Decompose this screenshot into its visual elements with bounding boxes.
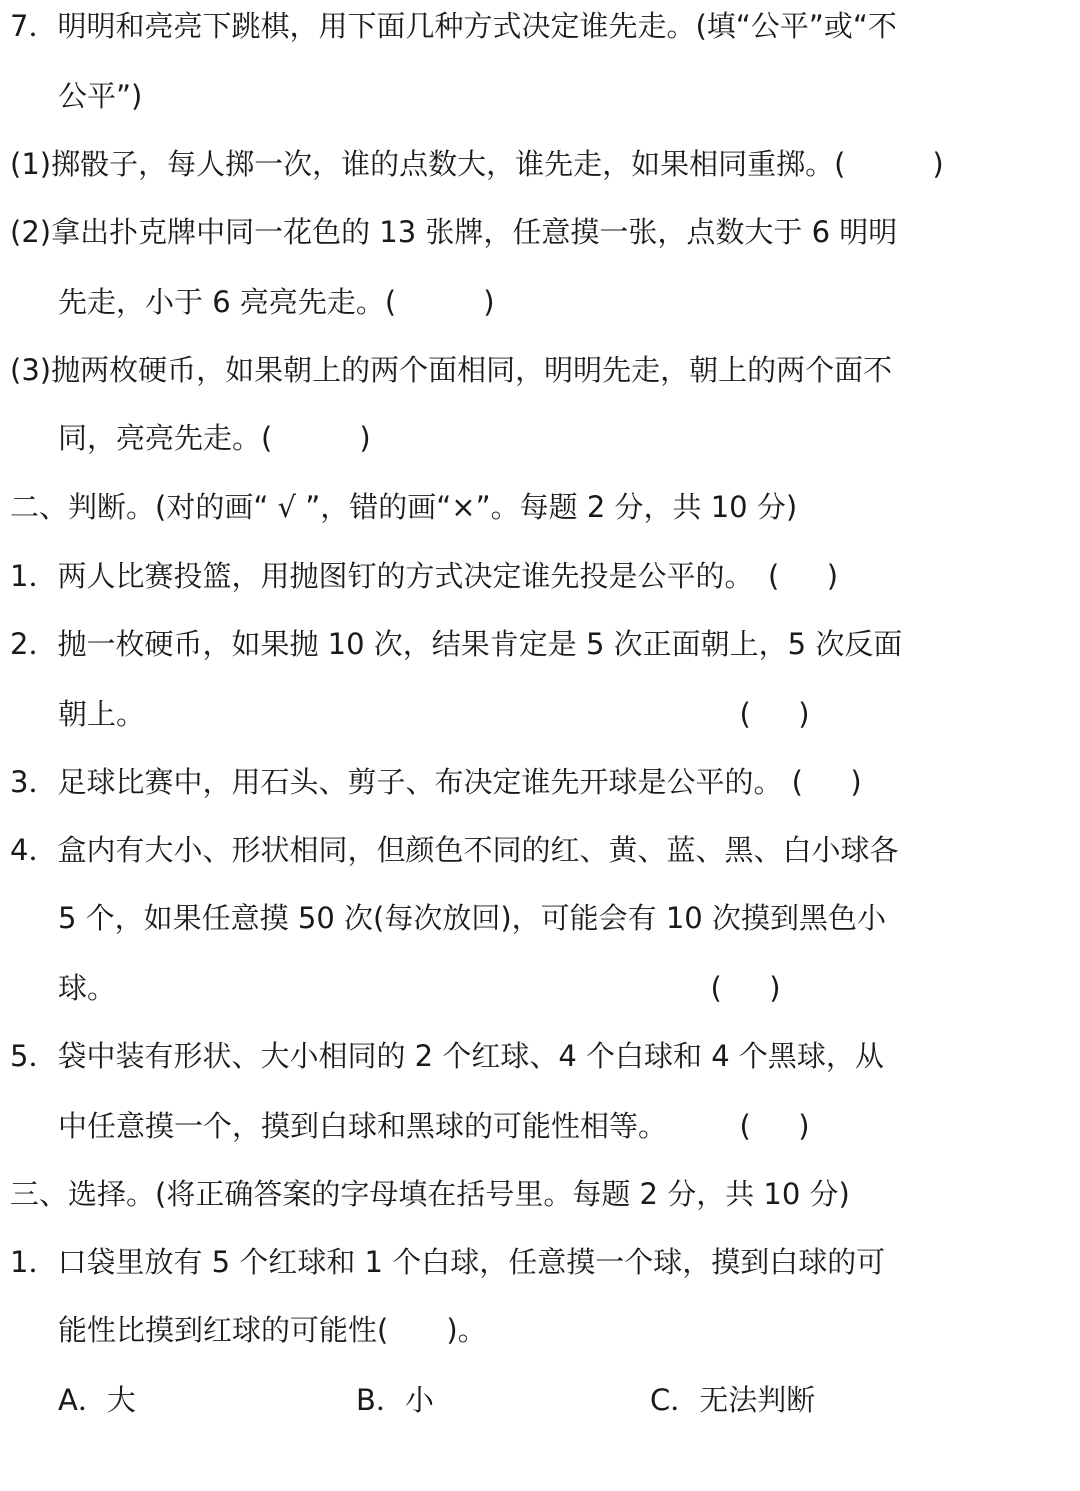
section-2-question-2-line-1: 2．抛一枚硬币，如果抛 10 次，结果肯定是 5 次正面朝上，5 次反面 (10, 627, 903, 661)
option-a: A．大 (58, 1383, 136, 1417)
question-7-part-2-line-1: (2)拿出扑克牌中同一花色的 13 张牌，任意摸一张，点数大于 6 明明 (10, 215, 898, 249)
section-2-question-3: 3．足球比赛中，用石头、剪子、布决定谁先开球是公平的。 ( ) (10, 765, 862, 799)
question-7-part-1: (1)掷骰子，每人掷一次，谁的点数大，谁先走，如果相同重掷。( ) (10, 147, 944, 181)
question-7-stem-line-1: 7．明明和亮亮下跳棋，用下面几种方式决定谁先走。(填“公平”或“不 (10, 9, 897, 43)
section-2-question-1: 1．两人比赛投篮，用抛图钉的方式决定谁先投是公平的。 ( ) (10, 559, 839, 593)
question-7-part-2-line-2: 先走，小于 6 亮亮先走。( ) (58, 285, 495, 319)
section-3-question-1-line-2: 能性比摸到红球的可能性( )。 (58, 1313, 487, 1347)
option-b: B．小 (356, 1383, 434, 1417)
section-2-heading: 二、判断。(对的画“ √ ”，错的画“×”。每题 2 分，共 10 分) (10, 490, 798, 524)
question-7-stem-line-2: 公平”) (58, 79, 143, 113)
section-3-heading: 三、选择。(将正确答案的字母填在括号里。每题 2 分，共 10 分) (10, 1177, 850, 1211)
question-7-part-3-line-2: 同，亮亮先走。( ) (58, 421, 371, 455)
section-2-question-4-line-2: 5 个，如果任意摸 50 次(每次放回)，可能会有 10 次摸到黑色小 (58, 901, 886, 935)
option-c: C．无法判断 (650, 1383, 816, 1417)
question-7-part-3-line-1: (3)抛两枚硬币，如果朝上的两个面相同，明明先走，朝上的两个面不 (10, 353, 893, 387)
section-2-question-4-line-3: 球。 ( ) (58, 971, 781, 1005)
section-2-question-4-line-1: 4．盒内有大小、形状相同，但颜色不同的红、黄、蓝、黑、白小球各 (10, 833, 899, 867)
section-2-question-2-line-2: 朝上。 ( ) (58, 697, 810, 731)
section-3-question-1-line-1: 1．口袋里放有 5 个红球和 1 个白球，任意摸一个球，摸到白球的可 (10, 1245, 886, 1279)
section-3-question-1-options (58, 1380, 958, 1420)
section-2-question-5-line-1: 5．袋中装有形状、大小相同的 2 个红球、4 个白球和 4 个黑球，从 (10, 1039, 884, 1073)
section-2-question-5-line-2: 中任意摸一个，摸到白球和黑球的可能性相等。 ( ) (58, 1109, 810, 1143)
